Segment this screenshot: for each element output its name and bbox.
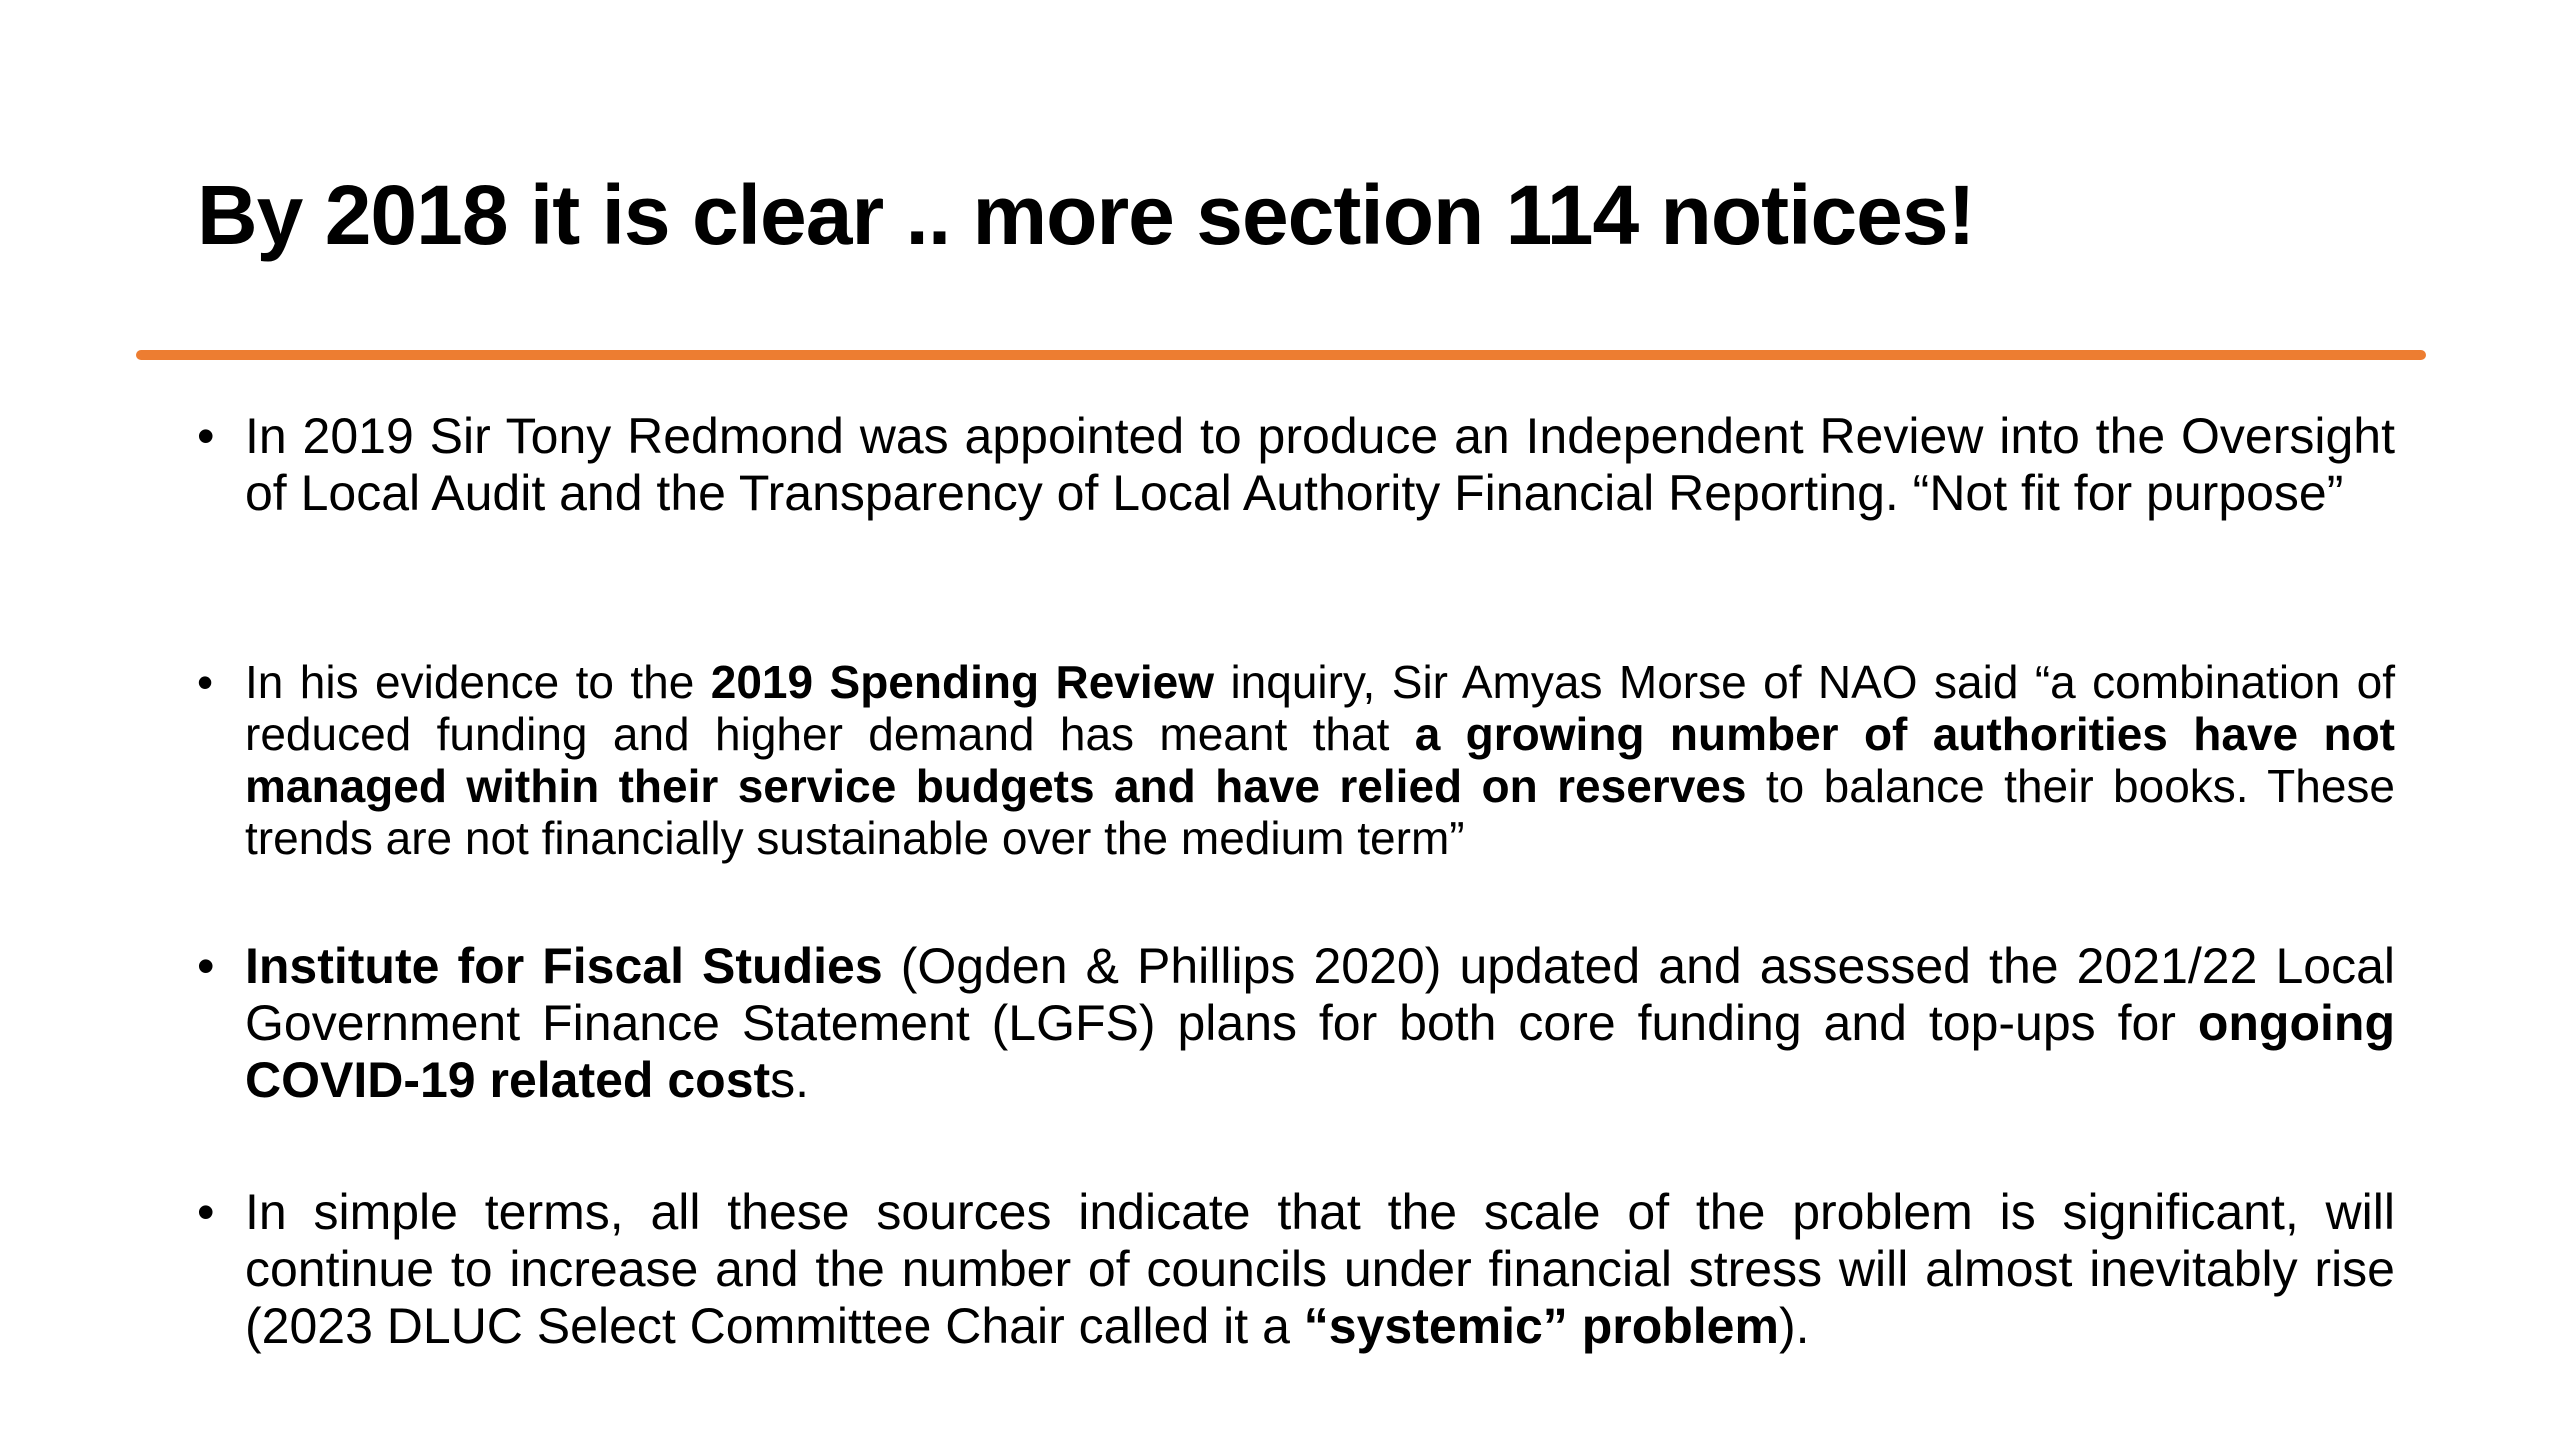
bullet-text bbox=[245, 938, 2395, 1109]
text-segment-bold: ongoing COVID-19 related cost bbox=[245, 995, 2395, 1108]
text-segment-bold: a growing number of authorities have not managed within their service budgets and have relied on reserves bbox=[245, 708, 2395, 812]
bullet-dot-icon: • bbox=[197, 408, 215, 464]
slide-title: By 2018 it is clear .. more section 114 notices! bbox=[197, 168, 1975, 262]
bullet-dot-icon: • bbox=[197, 1184, 215, 1240]
text-segment: to balance their books. These trends are not financially sustainable over the medium term” bbox=[245, 760, 2395, 864]
bullet-text bbox=[245, 1184, 2395, 1355]
text-segment: inquiry, Sir Amyas Morse of NAO said “a combination of reduced funding and higher demand has meant that bbox=[245, 656, 2395, 760]
text-segment: In his evidence to the bbox=[245, 656, 711, 708]
bullet-dot-icon: • bbox=[197, 656, 214, 708]
text-segment: In simple terms, all these sources indicate that the scale of the problem is significant, will continue to increase and the number of councils under financial stress will almost inevitably rise (2023 DLUC Select Committee Chair called it a bbox=[245, 1184, 2395, 1354]
bullet-dot-icon: • bbox=[197, 938, 215, 994]
title-divider bbox=[136, 350, 2426, 360]
bullet-text bbox=[245, 656, 2395, 864]
text-segment: ). bbox=[1778, 1298, 1810, 1354]
text-segment-bold: Institute for Fiscal Studies bbox=[245, 938, 883, 994]
text-segment: (Ogden & Phillips 2020) updated and assessed the 2021/22 Local Government Finance Statement (LGFS) plans for both core funding and top-ups for bbox=[245, 938, 2395, 1051]
bullet-text bbox=[245, 408, 2395, 522]
text-segment: s. bbox=[770, 1052, 810, 1108]
text-segment: In 2019 Sir Tony Redmond was appointed to produce an Independent Review into the Oversight of Local Audit and the Transparency of Local Authority Financial Reporting. “Not fit for purpose” bbox=[245, 408, 2395, 521]
text-segment-bold: 2019 Spending Review bbox=[710, 656, 1215, 708]
text-segment-bold: “systemic” problem bbox=[1303, 1298, 1779, 1354]
